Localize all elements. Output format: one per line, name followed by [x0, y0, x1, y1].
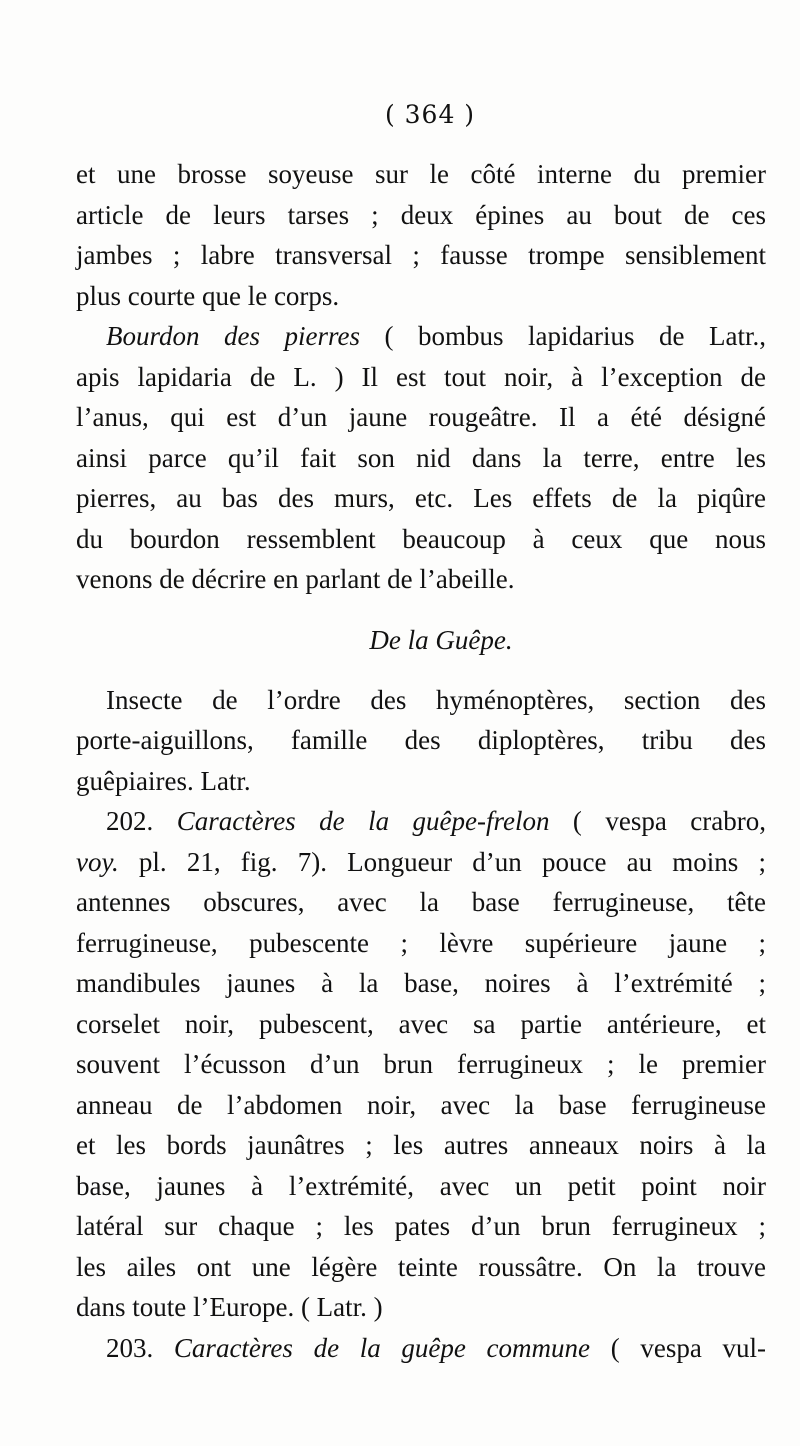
paragraph-number: 202.	[106, 806, 154, 836]
italic-term: Caractères de la guêpe commune	[173, 1332, 591, 1363]
text-line: du bourdon ressemblent beaucoup à ceux que nous	[76, 523, 766, 554]
text-line: anneau de l’abdomen noir, avec la base ferrugineuse	[76, 1089, 766, 1120]
text-line: latéral sur chaque ; les pates d’un brun ferrugineux ;	[76, 1211, 766, 1241]
paragraph-first-line	[76, 1328, 766, 1369]
text-line: apis lapidaria de L. ) Il est tout noir, à l’exception de	[76, 361, 766, 392]
text-line: souvent l’écusson d’un brun ferrugineux ; le premier	[76, 1049, 766, 1079]
text-line: Insecte de l’ordre des hyménoptères, section des	[106, 684, 766, 715]
text-run: pl. 21, fig. 7). Longueur d’un pouce au moins ;	[118, 846, 766, 877]
text-run: ( vespa vul-	[590, 1332, 766, 1363]
text-body	[76, 154, 766, 1368]
page-number: ( 364 )	[384, 100, 476, 129]
text-line: mandibules jaunes à la base, noires à l’extrémité ;	[76, 968, 766, 998]
text-line: corselet noir, pubescent, avec sa partie antérieure, et	[76, 1008, 766, 1039]
text-line: ferrugineuse, pubescente ; lèvre supérieure jaune ;	[76, 927, 766, 958]
text-line	[76, 842, 766, 883]
text-line: antennes obscures, avec la base ferrugineuse, tête	[76, 887, 766, 917]
text-line: et les bords jaunâtres ; les autres anneaux noirs à la	[76, 1130, 766, 1160]
text-line: ainsi parce qu’il fait son nid dans la terre, entre les	[76, 442, 766, 473]
text-line: article de leurs tarses ; deux épines au bout de ces	[76, 199, 766, 230]
text-line: venons de décrire en parlant de l’abeille.	[76, 564, 515, 594]
text-line: et une brosse soyeuse sur le côté interne du premier	[76, 159, 766, 189]
section-heading: De la Guêpe.	[369, 624, 513, 655]
paragraph-first-line	[76, 801, 766, 842]
text-line: jambes ; labre transversal ; fausse trompe sensiblement	[76, 240, 766, 270]
italic-term: Caractères de la guêpe-frelon	[176, 806, 550, 836]
text-run: ( vespa crabro,	[549, 806, 767, 836]
text-line: les ailes ont une légère teinte roussâtre. On la trouve	[76, 1251, 766, 1282]
paragraph-number: 203.	[106, 1332, 154, 1363]
paragraph-first-line	[76, 316, 766, 357]
text-run: ( bombus lapidarius de Latr.,	[360, 321, 767, 351]
text-line: porte-aiguillons, famille des diploptères, tribu des	[76, 725, 766, 755]
italic-term: Bourdon des pierres	[106, 321, 361, 351]
text-line: base, jaunes à l’extrémité, avec un petit point noir	[76, 1170, 766, 1201]
text-line: plus courte que le corps.	[76, 280, 340, 311]
text-line: guêpiaires. Latr.	[76, 765, 251, 796]
italic-abbrev: voy.	[76, 846, 119, 877]
text-line: pierres, au bas des murs, etc. Les effets de la piqûre	[76, 483, 766, 513]
text-line: dans toute l’Europe. ( Latr. )	[76, 1292, 383, 1322]
text-line: l’anus, qui est d’un jaune rougeâtre. Il a été désigné	[76, 402, 766, 432]
